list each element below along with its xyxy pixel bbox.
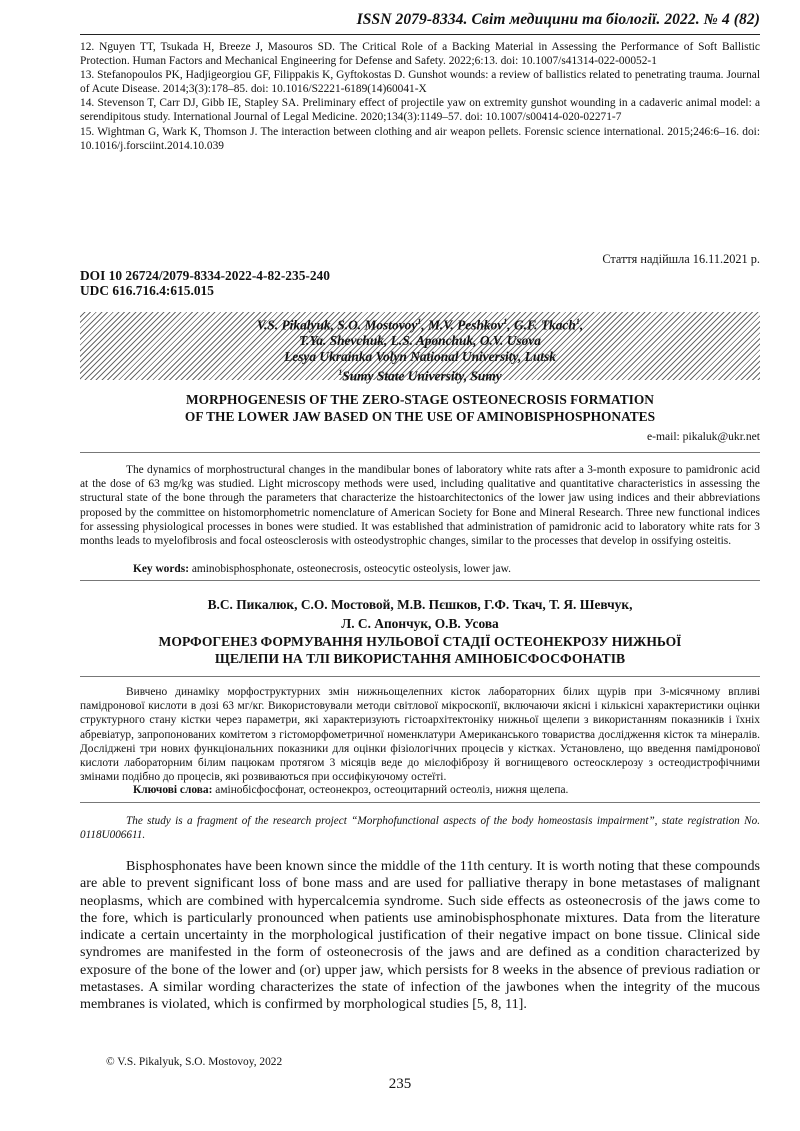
copyright: © V.S. Pikalyuk, S.O. Mostovoy, 2022 [106, 1056, 283, 1068]
body-paragraph: Bisphosphonates have been known since the middle of the 11th century. It is worth noting that these compounds are able to prevent significant loss of bone mass and are used for palliative therapy in bone metastases of malignant neoplasms, which are combined with hypercalcemia syndrome. Such side effects as osteonecrosis of the jaws come to the fore, which is particularly pronounced when patients use aminobisphosphonate mixtures. Data from the literature indicate a certain uncertainty in the morphological justification of their negative impact on bone tissue. Clinical side syndromes are manifested in the form of osteonecrosis of the jaws and are defined as a condition characterized by exposure of the bone of the lower and (or) upper jaw, which persists for 8 weeks in the absence of previous radiation or metastases. A similar wording characterizes the state of infection of the jawbones when the integrity of the mucous membranes is violated, which is confirmed by morphological studies [5, 8, 11]. [80, 858, 760, 1013]
abstract-en: The dynamics of morphostructural changes in the mandibular bones of laboratory white rats after a 3-month exposure to pamidronic acid at the dose of 63 mg/kg was studied. Light microscopy methods were used, including qualitative and quantitative characteristics in assessing the structural state of the bone through the parameters that characterize the histoarchitectonics of the lower jaw using indices and their abbreviations proposed by the committee on histomorphometric nomenclature of American Society for Bone and Mineral Research. Three new functional indices for assessing physiological processes in bones were studied. It was established that administration of pamidronic acid to laboratory white rats for 3 months leads to myelofibrosis and focal osteosclerosis with osteodystrophic changes, similar to the processes that develop in ossifying osteitis. [80, 464, 760, 548]
keywords-ua: Ключові слова: амінобісфосфонат, остеонекроз, остеоцитарний остеоліз, нижня щелепа. [133, 784, 569, 796]
journal-header: ISSN 2079-8334. Світ медицини та біології. 2022. № 4 (82) [356, 11, 760, 28]
contact-email[interactable]: e-mail: pikaluk@ukr.net [646, 430, 760, 443]
authors-line-2: T.Ya. Shevchuk, L.S. Aponchuk, O.V. Usova [299, 333, 541, 349]
article-title-ua: МОРФОГЕНЕЗ ФОРМУВАННЯ НУЛЬОВОЇ СТАДІЇ ОСТЕОНЕКРОЗУ НИЖНЬОЇ ЩЕЛЕПИ НА ТЛІ ВИКОРИСТАННЯ АМІНОБІСФОСФОНАТІВ [158, 634, 682, 666]
doi: DOI 10 26724/2079-8334-2022-4-82-235-240 [80, 268, 330, 283]
reference-item: 12. Nguyen TT, Tsukada H, Breeze J, Masouros SD. The Critical Role of a Backing Material in Assessing the Performance of Soft Ballistic Protection. Human Factors and Mechanical Engineering for Defense and Safety. 2022;6:13. doi: 10.1007/s41314-022-00052-1 [80, 41, 760, 68]
udc: UDC 616.716.4:615.015 [80, 283, 214, 298]
affiliation-2: $^1$Sumy State University, Sumy [338, 368, 502, 384]
article-title-en: MORPHOGENESIS OF THE ZERO-STAGE OSTEONECROSIS FORMATION OF THE LOWER JAW BASED ON THE USE OF AMINOBISPHOSPHONATES [184, 392, 656, 424]
authors-line-1: V.S. Pikalyuk, S.O. Mostovoy$^1$, M.V. Peshkov$^1$, G.F. Tkach$^1$, [256, 317, 584, 333]
reference-item: 13. Stefanopoulos PK, Hadjigeorgiou GF, Filippakis K, Gyftokostas D. Gunshot wounds: a review of ballistics related to penetrating trauma. Journal of Acute Disease. 2014;3(3):178–85. doi: 10.1016/S2221-6189(14)60041-X [80, 69, 760, 96]
section-divider [80, 580, 760, 581]
reference-list [80, 40, 760, 153]
funding-note: The study is a fragment of the research project “Morphofunctional aspects of the body homeostasis impairment”, state registration No. 0118U006611. [80, 815, 760, 842]
authors-block-en [80, 312, 760, 384]
keywords-en: Key words: aminobisphosphonate, osteonecrosis, osteocytic osteolysis, lower jaw. [133, 563, 511, 575]
abstract-ua: Вивчено динаміку морфоструктурних змін нижньощелепних кісток лабораторних білих щурів при 3-місячному впливі памідронової кислоти в дозі 63 мг/кг. Використовували методи світлової мікроскопії, включаючи якісні і кількісні характеристики оцінки структурного стану кістки через параметри, які характеризують гістоархітектоніку нижньої щелепи з використанням показників і їхніх абревіатур, запропонованих комітетом з гістоморфометричної номенклатури Американського товариства дослідження кісток та мінералів. Досліджені три нових функціональних показники для оцінки фізіологічних процесів у кістках. Установлено, що введення памідронової кислоти лабораторним білим пацюкам протягом 3 місяців веде до мієлофіброзу й вогнищевого остеосклерозу з остеодистрофічними змінами подібно до процесів, які розвиваються при оссифікуючому остеїті. [80, 686, 760, 784]
section-divider [80, 452, 760, 453]
section-divider [80, 802, 760, 803]
header-divider [80, 34, 760, 35]
reference-item: 15. Wightman G, Wark K, Thomson J. The interaction between clothing and air weapon pellets. Forensic science international. 2015;246:6–16. doi: 10.1016/j.forsciint.2014.10.039 [80, 125, 760, 152]
section-divider [80, 676, 760, 677]
article-identifiers [80, 268, 330, 298]
page-number: 235 [388, 1076, 412, 1092]
authors-block-ua: В.С. Пикалюк, С.О. Мостовой, М.В. Пєшков, Г.Ф. Ткач, Т. Я. Шевчук, Л. С. Апончук, О.В. Усова [207, 597, 633, 631]
affiliation-1: Lesya Ukrainka Volyn National University, Lutsk [284, 349, 556, 365]
received-date: Стаття надійшла 16.11.2021 р. [602, 252, 760, 266]
reference-item: 14. Stevenson T, Carr DJ, Gibb IE, Stapley SA. Preliminary effect of projectile yaw on extremity gunshot wounding in a cadaveric animal model: a serendipitous study. International Journal of Legal Medicine. 2020;134(3):1149–57. doi: 10.1007/s00414-020-02271-7 [80, 97, 760, 124]
